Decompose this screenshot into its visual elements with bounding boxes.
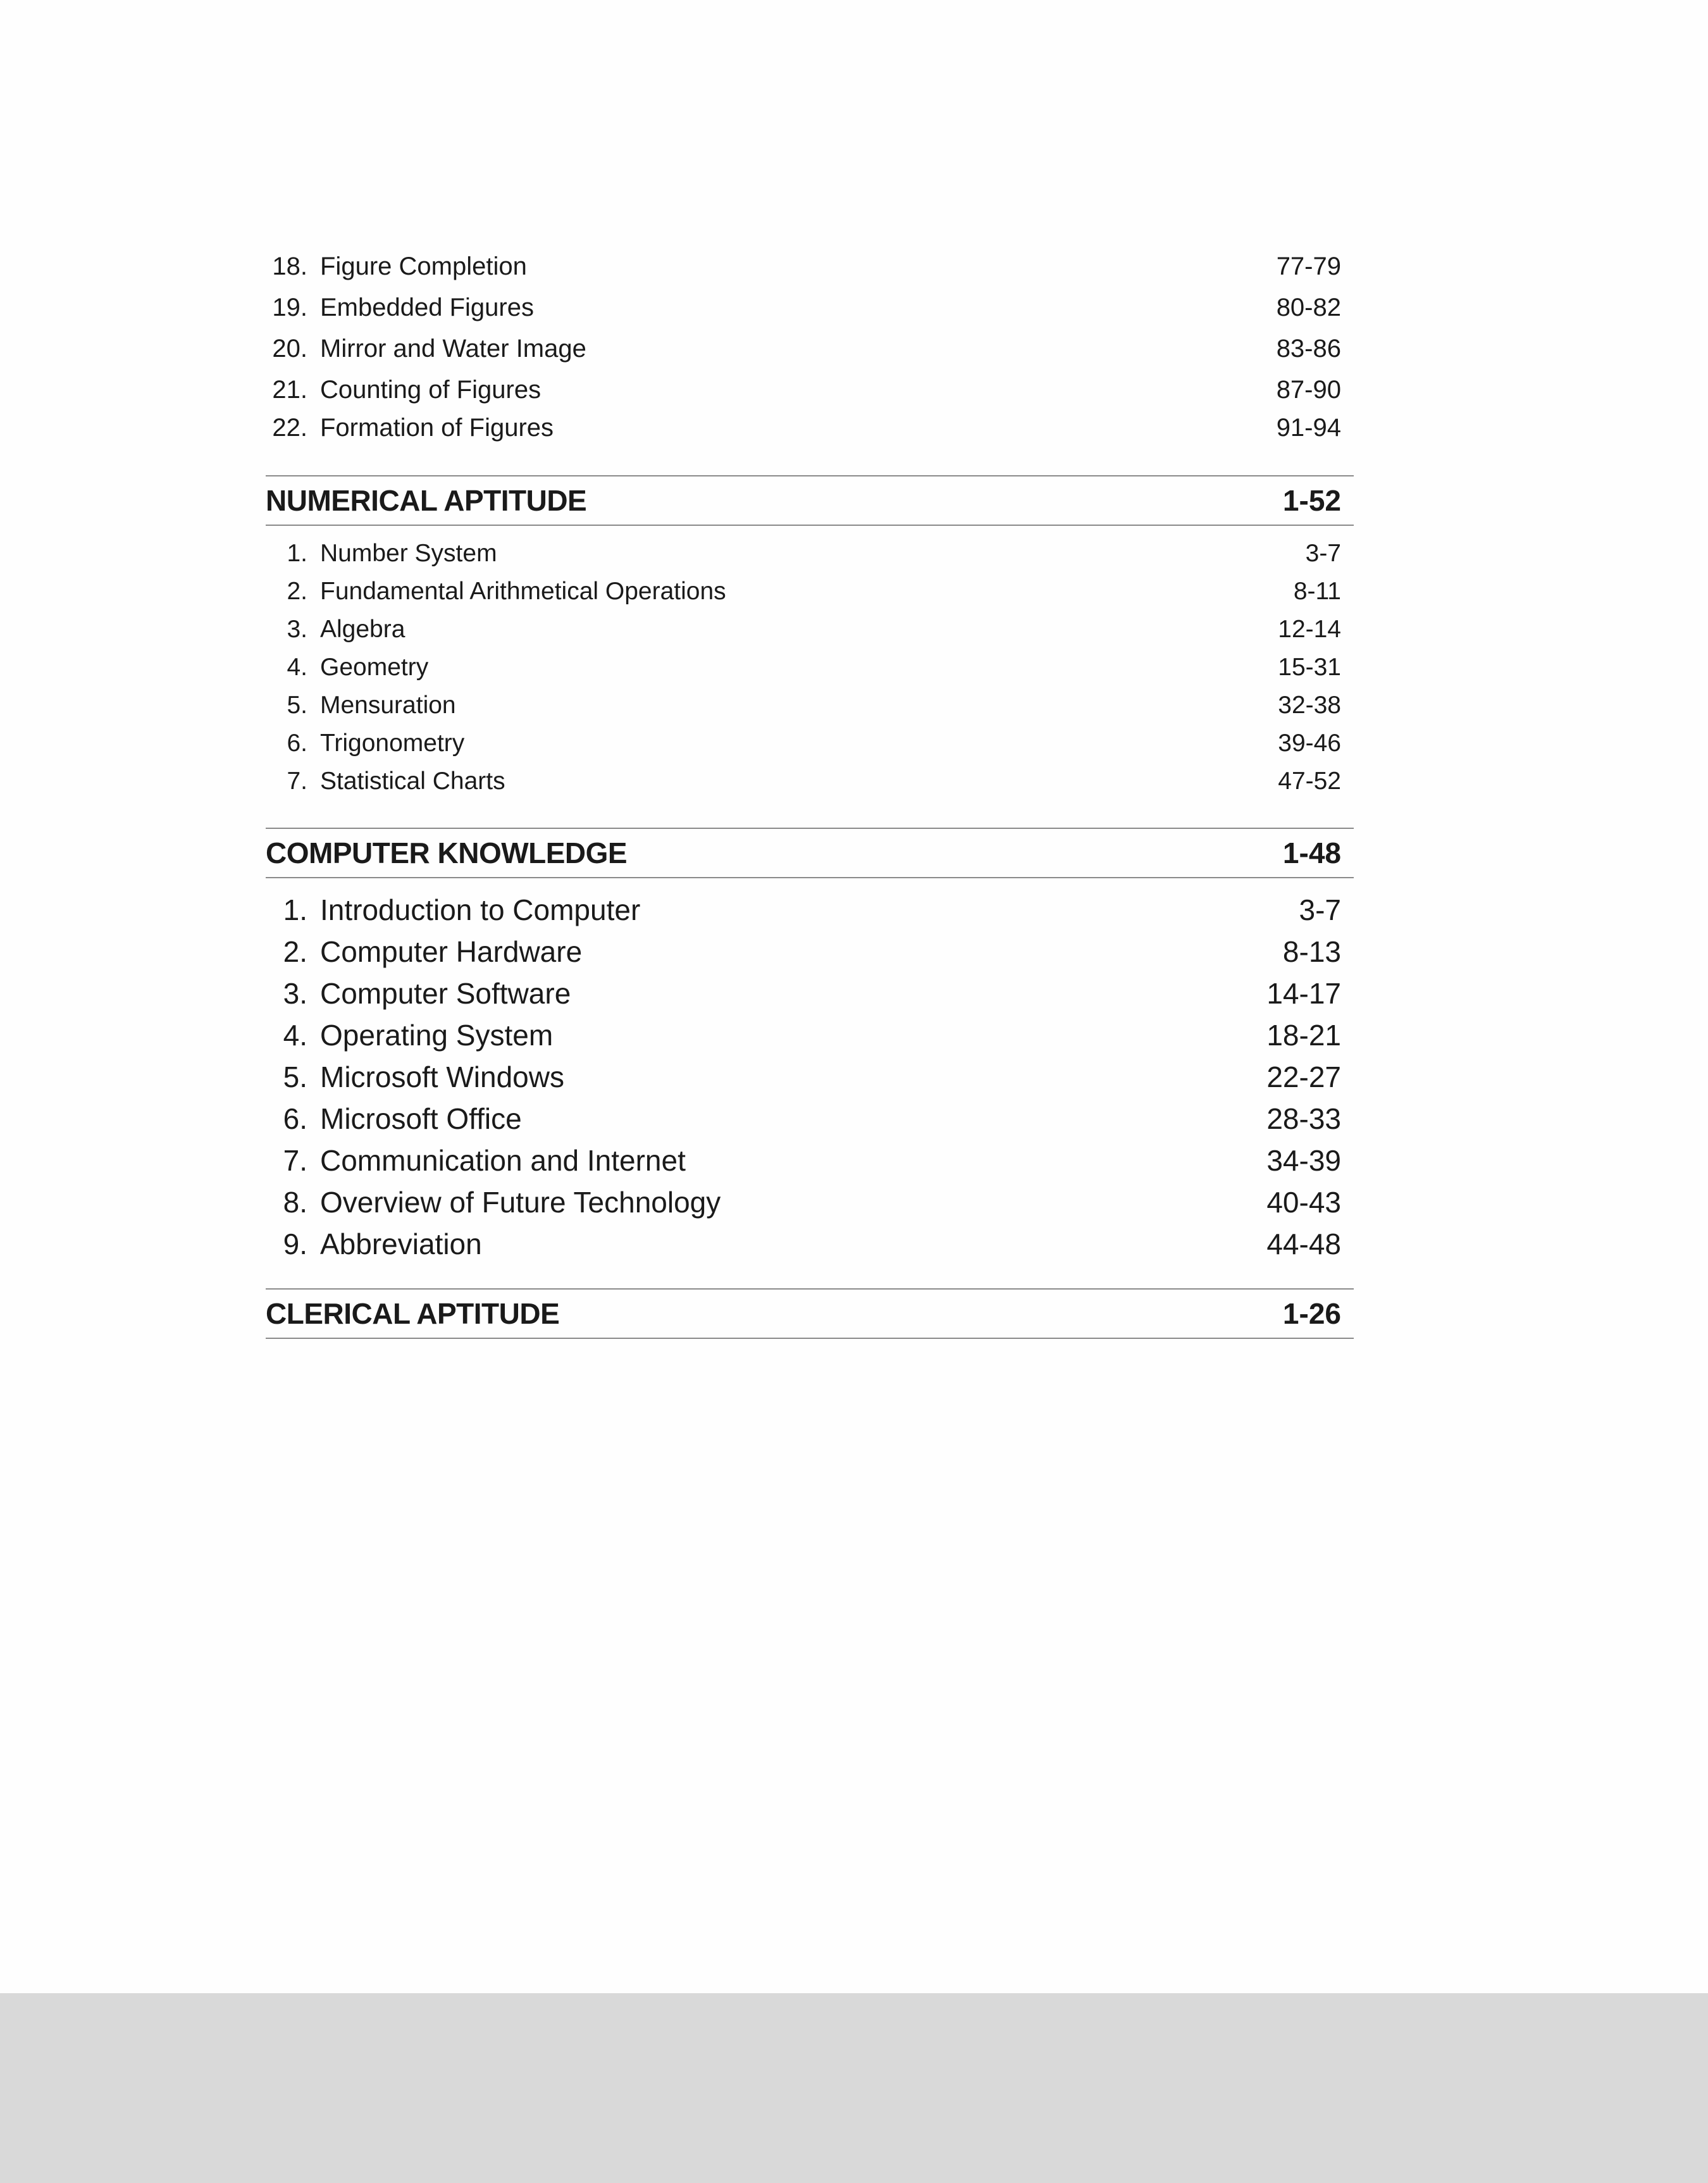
entry-number: 6. bbox=[283, 1102, 307, 1135]
section-title: COMPUTER KNOWLEDGE bbox=[266, 837, 628, 869]
entry-title: Communication and Internet bbox=[320, 1144, 686, 1177]
entry-number: 1. bbox=[287, 540, 307, 567]
entry-title: Number System bbox=[320, 540, 497, 567]
entry-pages: 34-39 bbox=[1266, 1144, 1341, 1177]
entry-title: Statistical Charts bbox=[320, 768, 505, 795]
entry-pages: 18-21 bbox=[1266, 1019, 1341, 1052]
entry-number: 2. bbox=[283, 935, 307, 968]
entry-pages: 77-79 bbox=[1276, 252, 1341, 280]
entry-pages: 40-43 bbox=[1266, 1186, 1341, 1219]
entry-number: 20. bbox=[272, 334, 307, 363]
toc-entry[interactable] bbox=[266, 725, 1354, 762]
toc-entry[interactable] bbox=[266, 611, 1354, 649]
toc-entry[interactable] bbox=[266, 247, 1354, 285]
toc-entry[interactable] bbox=[266, 573, 1354, 611]
entry-pages: 14-17 bbox=[1266, 977, 1341, 1010]
entry-pages: 91-94 bbox=[1276, 413, 1341, 442]
toc-entry[interactable] bbox=[266, 535, 1354, 573]
entry-number: 3. bbox=[283, 977, 307, 1010]
entry-title: Fundamental Arithmetical Operations bbox=[320, 578, 726, 605]
toc-entry[interactable] bbox=[266, 933, 1354, 971]
toc-entry[interactable] bbox=[266, 330, 1354, 368]
entry-number: 4. bbox=[283, 1019, 307, 1052]
toc-entry[interactable] bbox=[266, 1058, 1354, 1096]
entry-pages: 8-13 bbox=[1282, 935, 1341, 968]
toc-entry[interactable] bbox=[266, 762, 1354, 800]
toc-entry[interactable] bbox=[266, 1225, 1354, 1263]
entry-pages: 15-31 bbox=[1278, 654, 1341, 681]
entry-pages: 83-86 bbox=[1276, 334, 1341, 363]
entry-title: Mirror and Water Image bbox=[320, 334, 586, 363]
entry-pages: 47-52 bbox=[1278, 768, 1341, 795]
entry-title: Computer Software bbox=[320, 977, 571, 1010]
entry-pages: 3-7 bbox=[1305, 540, 1341, 567]
entry-title: Figure Completion bbox=[320, 252, 527, 280]
entry-number: 5. bbox=[287, 692, 307, 719]
entry-number: 2. bbox=[287, 578, 307, 605]
entry-title: Introduction to Computer bbox=[320, 893, 641, 926]
entry-title: Computer Hardware bbox=[320, 935, 583, 968]
entry-title: Trigonometry bbox=[320, 730, 465, 757]
entry-number: 7. bbox=[287, 768, 307, 795]
entry-number: 19. bbox=[272, 293, 307, 321]
section-heading-numerical-aptitude[interactable] bbox=[266, 475, 1354, 526]
entry-number: 18. bbox=[272, 252, 307, 280]
entry-number: 7. bbox=[283, 1144, 307, 1177]
entry-pages: 87-90 bbox=[1276, 375, 1341, 404]
entry-pages: 44-48 bbox=[1266, 1228, 1341, 1260]
entry-pages: 32-38 bbox=[1278, 692, 1341, 719]
toc-entry[interactable] bbox=[266, 649, 1354, 687]
entry-number: 5. bbox=[283, 1060, 307, 1093]
entry-title: Overview of Future Technology bbox=[320, 1186, 721, 1219]
toc-entry[interactable] bbox=[266, 1141, 1354, 1179]
entry-number: 3. bbox=[287, 616, 307, 643]
entry-title: Formation of Figures bbox=[320, 413, 554, 442]
entry-pages: 3-7 bbox=[1299, 893, 1341, 926]
entry-number: 9. bbox=[283, 1228, 307, 1260]
entry-title: Operating System bbox=[320, 1019, 554, 1052]
entry-pages: 28-33 bbox=[1266, 1102, 1341, 1135]
entry-pages: 12-14 bbox=[1278, 616, 1341, 643]
toc-entry[interactable] bbox=[266, 1183, 1354, 1221]
entry-number: 4. bbox=[287, 654, 307, 681]
entry-pages: 22-27 bbox=[1266, 1060, 1341, 1093]
entry-pages: 8-11 bbox=[1293, 578, 1341, 605]
entry-title: Mensuration bbox=[320, 692, 456, 719]
entry-number: 1. bbox=[283, 893, 307, 926]
entry-title: Counting of Figures bbox=[320, 375, 541, 404]
toc-entry[interactable] bbox=[266, 891, 1354, 929]
entry-number: 8. bbox=[283, 1186, 307, 1219]
page-footer-band bbox=[0, 1993, 1708, 2183]
entry-number: 6. bbox=[287, 730, 307, 757]
entry-title: Embedded Figures bbox=[320, 293, 534, 321]
toc-entry[interactable] bbox=[266, 289, 1354, 327]
section-pages: 1-52 bbox=[1282, 484, 1341, 517]
entry-number: 21. bbox=[272, 375, 307, 404]
section-pages: 1-48 bbox=[1282, 837, 1341, 869]
section-heading-computer-knowledge[interactable] bbox=[266, 828, 1354, 878]
toc-entry[interactable] bbox=[266, 1016, 1354, 1054]
entry-title: Algebra bbox=[320, 616, 405, 643]
section-title: NUMERICAL APTITUDE bbox=[266, 484, 587, 517]
toc-entry[interactable] bbox=[266, 687, 1354, 725]
toc-entry[interactable] bbox=[266, 371, 1354, 409]
entry-number: 22. bbox=[272, 413, 307, 442]
toc-entry[interactable] bbox=[266, 409, 1354, 447]
section-heading-clerical-aptitude[interactable] bbox=[266, 1288, 1354, 1339]
entry-title: Geometry bbox=[320, 654, 429, 681]
section-title: CLERICAL APTITUDE bbox=[266, 1297, 560, 1330]
entry-title: Microsoft Windows bbox=[320, 1060, 564, 1093]
section-pages: 1-26 bbox=[1282, 1297, 1341, 1330]
toc-entry[interactable] bbox=[266, 1100, 1354, 1138]
entry-pages: 39-46 bbox=[1278, 730, 1341, 757]
entry-pages: 80-82 bbox=[1276, 293, 1341, 321]
entry-title: Abbreviation bbox=[320, 1228, 482, 1260]
toc-entry[interactable] bbox=[266, 974, 1354, 1012]
entry-title: Microsoft Office bbox=[320, 1102, 522, 1135]
